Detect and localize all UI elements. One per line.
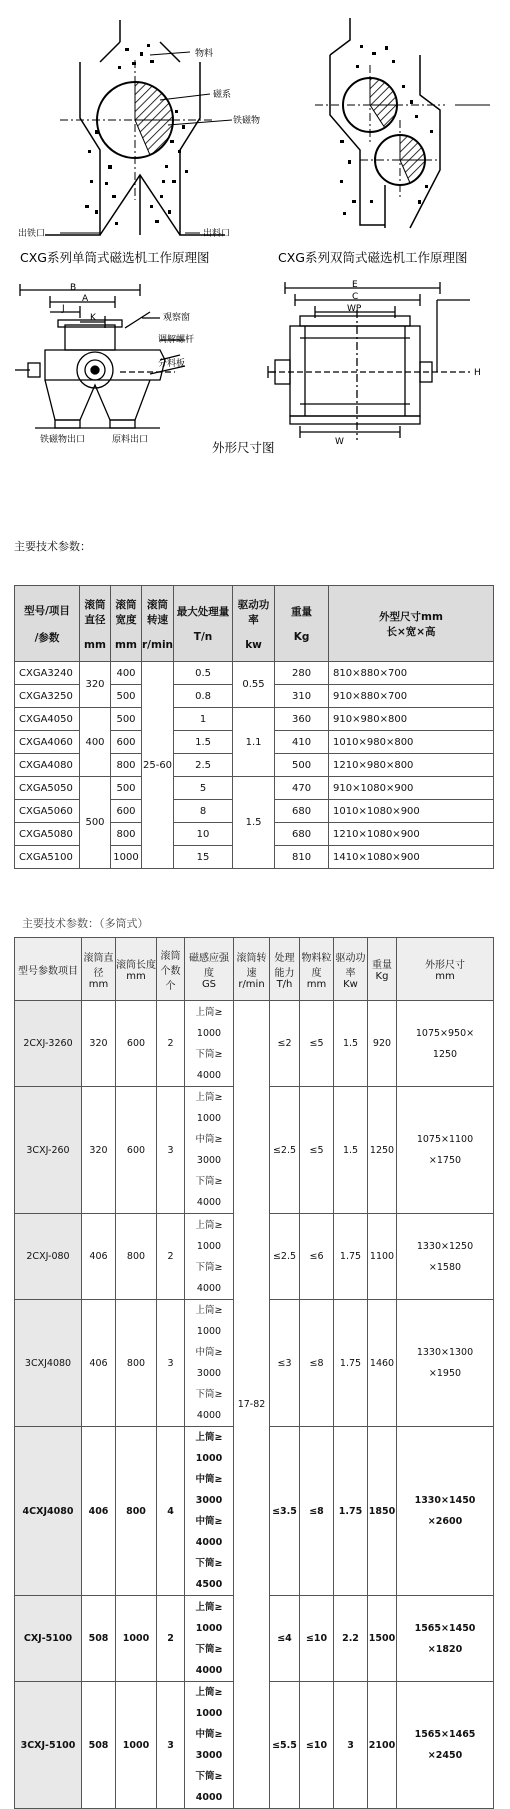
cell-speed: 17-82 [234,1001,270,1809]
cell-model: CXGA4060 [15,731,80,754]
induction-line: 4000 [196,1197,222,1208]
caption-double: CXG系列双筒式磁选机工作原理图 [278,250,468,265]
induction-line: 3000 [195,1750,223,1761]
induction-line: 中筒≥ [195,1474,223,1485]
cell-size [397,1300,494,1427]
cell-diameter: 508 [82,1596,116,1682]
cell-capacity: 2.5 [174,754,233,777]
induction-line: 中筒≥ [195,1134,223,1145]
label-raw-out: 原料出口 [112,435,149,445]
cell-diameter: 320 [82,1001,116,1087]
th-speed: 滚筒转速 r/min [234,938,270,1001]
induction-line: 4000 [196,1410,222,1421]
induction-line: 1000 [196,1113,222,1124]
size-line: 1075×1100 [416,1134,474,1145]
cell-width: 1000 [111,846,142,869]
cell-grain: ≤10 [300,1596,334,1682]
induction-line: 下筒≥ [195,1389,223,1400]
cell-weight: 360 [275,708,329,731]
induction-line: 4500 [195,1579,223,1590]
cell-power: 1.5 [334,1087,368,1214]
label-screw: 调解螺杆 [158,335,195,345]
induction-line: 3000 [196,1368,222,1379]
cell-model: 2CXJ-080 [15,1214,82,1300]
induction-line: 1000 [196,1240,222,1252]
cell-capacity: 10 [174,823,233,846]
induction-line: 中筒≥ [195,1347,223,1358]
th-capacity: 处理能力 T/h [270,938,300,1001]
th-length: 滚筒长度 mm [116,938,157,1001]
th-model: 型号/项目 /参数 [15,586,80,662]
induction-line: 下筒≥ [195,1643,223,1655]
cell-weight: 1500 [368,1596,397,1682]
cell-size: 910×980×800 [329,708,494,731]
cell-power: 1.75 [334,1214,368,1300]
induction-line: 1000 [195,1453,223,1464]
dim-WP: WP [347,304,362,314]
cell-size: 910×880×700 [329,685,494,708]
cell-induction [185,1214,234,1300]
cell-model: 3CXJ-5100 [15,1682,82,1809]
th-size: 外形尺寸 mm [397,938,494,1001]
cell-weight: 1250 [368,1087,397,1214]
induction-line: 3000 [196,1155,222,1166]
th-weight: 重量 Kg [368,938,397,1001]
cell-induction [185,1427,234,1596]
cell-model: CXJ-5100 [15,1596,82,1682]
induction-line: 上筒≥ [195,1092,223,1103]
induction-line: 下筒≥ [195,1176,223,1187]
cell-width: 500 [111,708,142,731]
cell-size [397,1214,494,1300]
cell-weight: 2100 [368,1682,397,1809]
label-magnet: 磁系 [213,90,232,100]
th-width: 滚筒宽度 mm [111,586,142,662]
cell-weight: 280 [275,662,329,685]
cell-size: 1010×1080×900 [329,800,494,823]
size-line: 1330×1300 [416,1347,474,1358]
cell-weight: 500 [275,754,329,777]
cell-capacity: ≤2 [270,1001,300,1087]
cell-length: 800 [116,1427,157,1596]
section1-title: 主要技术参数： [14,540,91,553]
th-size: 外型尺寸mm 长×宽×高 [329,586,494,662]
table-header-row [15,586,494,662]
size-line: ×1580 [428,1261,462,1273]
size-line: ×1750 [428,1155,462,1166]
table-row [15,1001,494,1087]
caption-dimensions: 外形尺寸图 [212,440,275,455]
th-diameter: 滚筒直径 mm [82,938,116,1001]
dim-A: A [82,294,89,304]
cell-induction [185,1596,234,1682]
size-line: ×2600 [427,1516,463,1527]
cell-size [397,1001,494,1087]
cell-count: 3 [157,1300,185,1427]
dim-H: H [474,368,481,378]
induction-line: 下筒≥ [195,1048,223,1060]
cell-capacity: ≤3 [270,1300,300,1427]
th-grain: 物料粒度 mm [300,938,334,1001]
induction-line: 上筒≥ [195,1305,223,1316]
cell-diameter: 320 [82,1087,116,1214]
cell-model: 3CXJ-260 [15,1087,82,1214]
cell-capacity: 1.5 [174,731,233,754]
cell-weight: 680 [275,800,329,823]
cell-weight: 1460 [368,1300,397,1427]
cell-size [397,1596,494,1682]
induction-line: 上筒≥ [195,1601,223,1613]
cell-speed: 25-60 [142,662,174,869]
cell-grain: ≤5 [300,1087,334,1214]
cell-weight: 1100 [368,1214,397,1300]
cell-capacity: 0.8 [174,685,233,708]
cell-size [397,1427,494,1596]
cell-size [397,1682,494,1809]
induction-line: 1000 [196,1326,222,1337]
section2-title: 主要技术参数：（多筒式） [22,917,149,930]
single-drum-diagram [18,20,260,239]
cell-length: 800 [116,1300,157,1427]
cell-diameter: 406 [82,1214,116,1300]
cell-size: 810×880×700 [329,662,494,685]
cell-model: 2CXJ-3260 [15,1001,82,1087]
cell-width: 500 [111,685,142,708]
table-row [15,708,494,731]
label-plate: 分料板 [158,359,186,369]
cell-weight: 310 [275,685,329,708]
label-iron-outlet: 出铁口 [18,229,46,239]
cell-grain: ≤8 [300,1300,334,1427]
th-induction: 磁感应强度 GS [185,938,234,1001]
cell-power: 1.5 [334,1001,368,1087]
principle-diagrams [0,0,510,280]
th-power: 驱动功率 Kw [334,938,368,1001]
cell-model: CXGA5080 [15,823,80,846]
table-row [15,777,494,800]
cell-power: 3 [334,1682,368,1809]
label-iron-out: 铁磁物出口 [40,435,86,445]
cell-capacity: 0.5 [174,662,233,685]
table-header-row [15,938,494,1001]
size-line: 1250 [432,1048,458,1060]
induction-line: 3000 [195,1495,223,1506]
cell-weight: 410 [275,731,329,754]
cell-length: 600 [116,1087,157,1214]
induction-line: 4000 [195,1537,223,1548]
cell-model: CXGA3240 [15,662,80,685]
cell-model: CXGA4080 [15,754,80,777]
cell-width: 800 [111,823,142,846]
cell-grain: ≤8 [300,1427,334,1596]
cell-capacity: 5 [174,777,233,800]
size-line: 1330×1250 [416,1240,474,1252]
cell-power: 1.5 [233,777,275,869]
cell-model: 3CXJ4080 [15,1300,82,1427]
th-count: 滚筒个数 个 [157,938,185,1001]
th-power: 驱动功率 kw [233,586,275,662]
th-capacity: 最大处理量 T/n [174,586,233,662]
induction-line: 4000 [195,1792,223,1803]
cell-model: CXGA5050 [15,777,80,800]
cell-model: CXGA4050 [15,708,80,731]
cell-capacity: ≤2.5 [270,1214,300,1300]
induction-line: 1000 [195,1622,223,1634]
induction-line: 上筒≥ [195,1687,223,1698]
cell-count: 2 [157,1596,185,1682]
cell-diameter: 508 [82,1682,116,1809]
cell-grain: ≤6 [300,1214,334,1300]
single-drum-spec-table [14,585,494,869]
cell-size: 1010×980×800 [329,731,494,754]
size-line: 1330×1450 [414,1495,476,1506]
induction-line: 下筒≥ [195,1261,223,1273]
cell-diameter: 406 [82,1300,116,1427]
cell-capacity: 15 [174,846,233,869]
cell-capacity: ≤2.5 [270,1087,300,1214]
cell-width: 400 [111,662,142,685]
caption-single: CXG系列单筒式磁选机工作原理图 [20,250,210,265]
cell-diameter: 500 [80,777,111,869]
cell-capacity: ≤3.5 [270,1427,300,1596]
cell-capacity: ≤5.5 [270,1682,300,1809]
size-line: 1565×1450 [414,1622,476,1634]
induction-line: 下筒≥ [195,1771,223,1782]
cell-length: 1000 [116,1682,157,1809]
cell-weight: 920 [368,1001,397,1087]
th-diameter: 滚筒直径 mm [80,586,111,662]
induction-line: 中筒≥ [195,1729,223,1740]
side-view [15,284,185,428]
cell-induction [185,1682,234,1809]
cell-power: 1.75 [334,1300,368,1427]
cell-diameter: 406 [82,1427,116,1596]
th-model: 型号参数项目 [15,938,82,1001]
cell-power: 1.75 [334,1427,368,1596]
cell-size: 1210×980×800 [329,754,494,777]
cell-length: 600 [116,1001,157,1087]
double-drum-diagram [315,18,490,228]
th-speed: 滚筒转速 r/min [142,586,174,662]
table-row [15,662,494,685]
induction-line: 下筒≥ [195,1558,223,1569]
cell-count: 2 [157,1001,185,1087]
cell-width: 600 [111,800,142,823]
cell-power: 0.55 [233,662,275,708]
multi-drum-spec-table [14,937,494,1809]
cell-length: 1000 [116,1596,157,1682]
cell-weight: 680 [275,823,329,846]
cell-count: 4 [157,1427,185,1596]
label-material: 物料 [195,49,214,59]
cell-capacity: ≤4 [270,1596,300,1682]
induction-line: 4000 [195,1664,223,1676]
dim-W: W [335,437,344,447]
cell-weight: 1850 [368,1427,397,1596]
cell-grain: ≤10 [300,1682,334,1809]
size-line: 1565×1465 [414,1729,476,1740]
cell-size [397,1087,494,1214]
cell-induction [185,1087,234,1214]
cell-length: 800 [116,1214,157,1300]
induction-line: 上筒≥ [195,1006,223,1018]
induction-line: 1000 [196,1027,222,1039]
dim-B: B [70,283,77,293]
cell-width: 600 [111,731,142,754]
cell-size: 1210×1080×900 [329,823,494,846]
label-iron: 铁磁物 [233,116,261,126]
induction-line: 4000 [196,1069,222,1081]
cell-model: CXGA3250 [15,685,80,708]
dim-C: C [352,292,359,302]
induction-line: 上筒≥ [195,1432,223,1443]
cell-model: CXGA5060 [15,800,80,823]
induction-line: 中筒≥ [195,1516,223,1527]
cell-induction [185,1001,234,1087]
dim-K: K [90,313,96,323]
cell-diameter: 400 [80,708,111,777]
cell-count: 2 [157,1214,185,1300]
dim-J: J [62,304,65,314]
size-line: 1075×950× [415,1027,475,1039]
cell-power: 2.2 [334,1596,368,1682]
cell-width: 800 [111,754,142,777]
cell-count: 3 [157,1682,185,1809]
size-line: ×1820 [427,1643,463,1655]
cell-model: 4CXJ4080 [15,1427,82,1596]
induction-line: 4000 [196,1282,222,1294]
cell-power: 1.1 [233,708,275,777]
th-weight: 重量 Kg [275,586,329,662]
cell-size: 910×1080×900 [329,777,494,800]
cell-weight: 470 [275,777,329,800]
label-window: 观察窗 [163,313,191,323]
cell-width: 500 [111,777,142,800]
cell-capacity: 8 [174,800,233,823]
front-view [268,282,470,440]
cell-grain: ≤5 [300,1001,334,1087]
cell-weight: 810 [275,846,329,869]
dim-E: E [352,280,358,290]
size-line: ×1950 [428,1368,462,1379]
cell-induction [185,1300,234,1427]
cell-count: 3 [157,1087,185,1214]
size-line: ×2450 [427,1750,463,1761]
induction-line: 1000 [195,1708,223,1719]
cell-capacity: 1 [174,708,233,731]
label-outlet: 出料口 [203,229,231,239]
cell-diameter: 320 [80,662,111,708]
induction-line: 上筒≥ [195,1219,223,1231]
dimension-drawings [0,280,510,520]
cell-model: CXGA5100 [15,846,80,869]
cell-size: 1410×1080×900 [329,846,494,869]
